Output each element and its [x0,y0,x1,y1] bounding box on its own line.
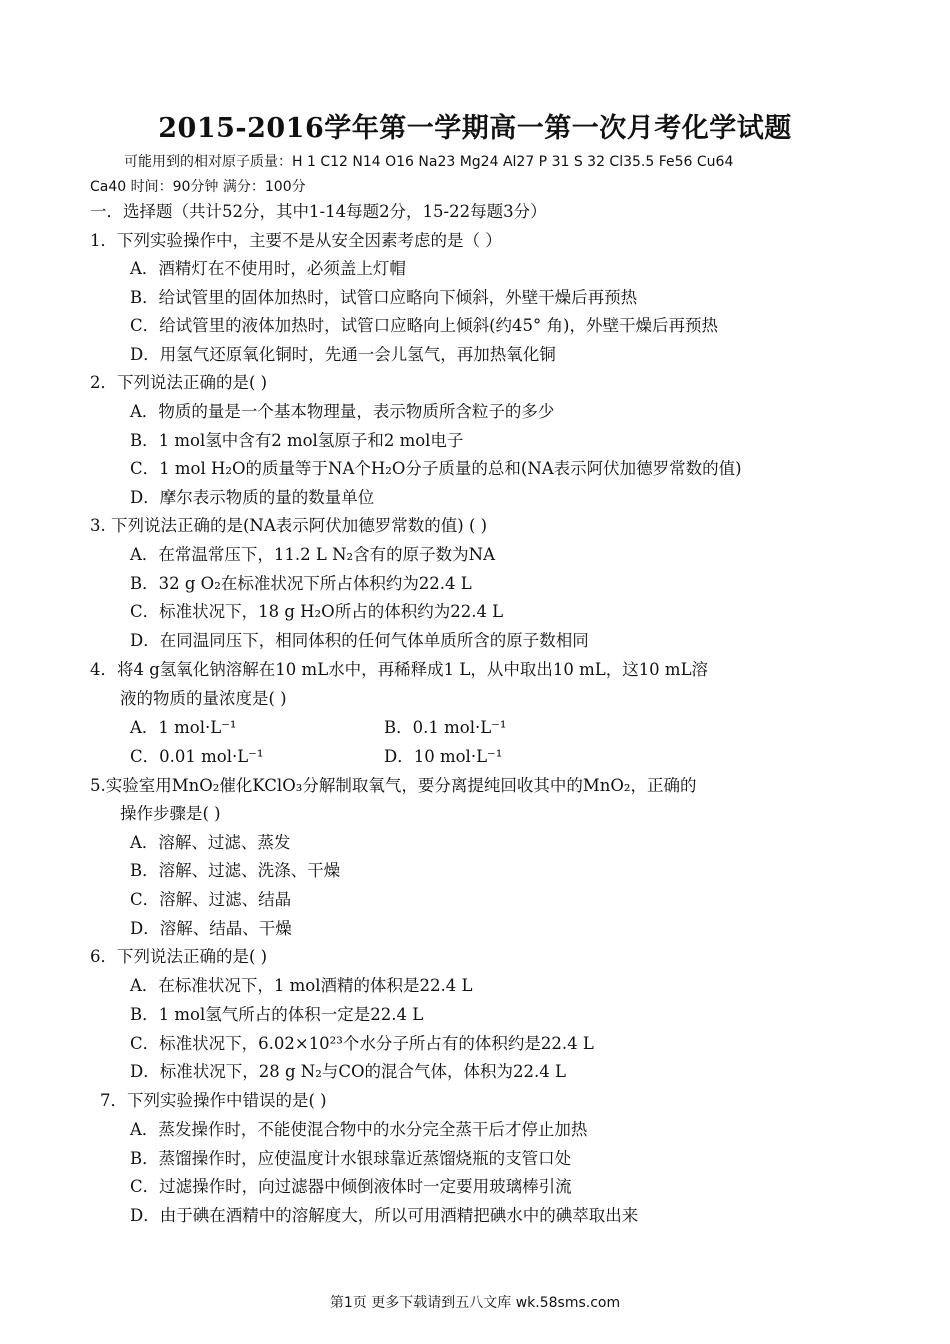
question-1-option-b: B．给试管里的固体加热时，试管口应略向下倾斜，外壁干燥后再预热 [130,288,638,307]
question-7-option-a: A．蒸发操作时，不能使混合物中的水分完全蒸干后才停止加热 [130,1120,588,1139]
question-6-option-a: A．在标准状况下，1 mol酒精的体积是22.4 L [130,976,473,995]
question-5-option-d: D．溶解、结晶、干燥 [130,919,292,938]
question-4-stem-continued: 液的物质的量浓度是( ) [120,689,287,708]
question-2-option-b: B．1 mol氢中含有2 mol氢原子和2 mol电子 [130,431,464,450]
question-3-option-c: C．标准状况下，18 g H₂O所占的体积约为22.4 L [130,602,504,621]
question-3-option-a: A．在常温常压下，11.2 L N₂含有的原子数为NA [130,545,496,564]
question-1-option-c: C．给试管里的液体加热时，试管口应略向上倾斜(约45° 角)，外壁干燥后再预热 [130,316,718,335]
question-5-option-c: C．溶解、过滤、结晶 [130,890,292,909]
question-1-option-d: D．用氢气还原氧化铜时，先通一会儿氢气，再加热氧化铜 [130,345,556,364]
page-title: 2015-2016学年第一学期高一第一次月考化学试题 [158,113,792,144]
question-6-option-d: D．标准状况下，28 g N₂与CO的混合气体，体积为22.4 L [130,1062,566,1081]
question-6-stem: 6．下列说法正确的是( ) [90,947,268,966]
question-2-option-c: C．1 mol H₂O的质量等于NA个H₂O分子质量的总和(NA表示阿伏加德罗常数的值) [130,459,742,478]
question-7-option-b: B．蒸馏操作时，应使温度计水银球靠近蒸馏烧瓶的支管口处 [130,1149,572,1168]
question-1-stem: 1．下列实验操作中，主要不是从安全因素考虑的是（ ） [90,231,502,250]
question-5-option-a: A．溶解、过滤、蒸发 [130,833,291,852]
question-5-stem-continued: 操作步骤是( ) [120,804,221,823]
question-4-option-c: C．0.01 mol·L⁻¹ [130,747,264,766]
question-2-option-d: D．摩尔表示物质的量的数量单位 [130,488,375,507]
question-3-option-b: B．32 g O₂在标准状况下所占体积约为22.4 L [130,574,472,593]
question-6-option-c: C．标准状况下，6.02×10²³个水分子所占有的体积约是22.4 L [130,1034,594,1053]
page-footer: 第1页 更多下载请到五八文库 wk.58sms.com [329,1295,621,1311]
question-3-stem: 3. 下列说法正确的是(NA表示阿伏加德罗常数的值) ( ) [90,516,488,535]
question-2-stem: 2．下列说法正确的是( ) [90,373,268,392]
question-4-option-d: D．10 mol·L⁻¹ [384,747,503,766]
question-6-option-b: B．1 mol氢气所占的体积一定是22.4 L [130,1005,424,1024]
atomic-mass-line: 可能用到的相对原子质量：H 1 C12 N14 O16 Na23 Mg24 Al27 P 31 S 32 Cl35.5 Fe56 Cu64 [124,154,734,170]
question-4-option-b: B．0.1 mol·L⁻¹ [384,718,507,737]
section-heading: 一．选择题（共计52分，其中1-14每题2分，15-22每题3分） [90,202,547,221]
question-1-option-a: A．酒精灯在不使用时，必须盖上灯帽 [130,259,406,278]
question-2-option-a: A．物质的量是一个基本物理量，表示物质所含粒子的多少 [130,402,555,421]
question-4-option-a: A．1 mol·L⁻¹ [130,718,237,737]
question-7-option-c: C．过滤操作时，向过滤器中倾倒液体时一定要用玻璃棒引流 [130,1177,572,1196]
question-7-option-d: D．由于碘在酒精中的溶解度大，所以可用酒精把碘水中的碘萃取出来 [130,1206,639,1225]
question-7-stem: 7．下列实验操作中错误的是( ) [100,1091,327,1110]
time-score-line: Ca40 时间：90分钟 满分：100分 [90,179,306,195]
question-4-stem: 4．将4 g氢氧化钠溶解在10 mL水中，再稀释成1 L，从中取出10 mL，这10 mL溶 [90,660,709,679]
question-5-option-b: B．溶解、过滤、洗涤、干燥 [130,861,341,880]
question-3-option-d: D．在同温同压下，相同体积的任何气体单质所含的原子数相同 [130,631,589,650]
question-5-stem: 5.实验室用MnO₂催化KClO₃分解制取氧气，要分离提纯回收其中的MnO₂，正确的 [90,776,697,795]
